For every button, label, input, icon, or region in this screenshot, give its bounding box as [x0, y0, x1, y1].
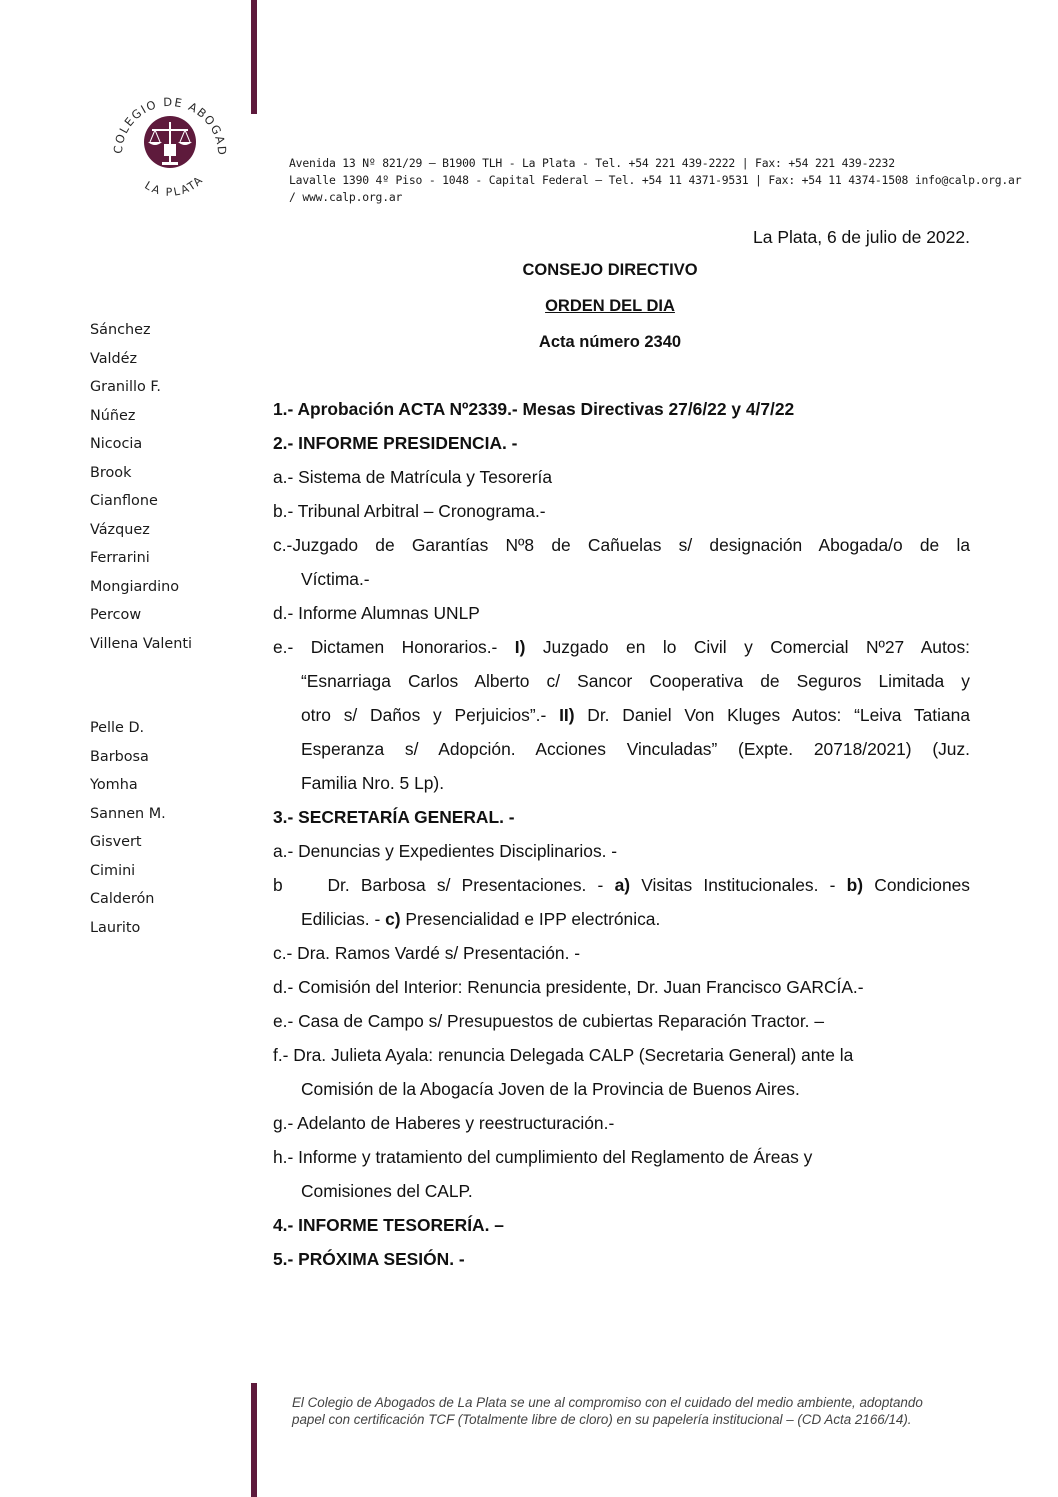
- agenda-item-2: 2.- INFORME PRESIDENCIA. -: [273, 433, 518, 453]
- document-titles: [455, 260, 765, 368]
- logo-graphic: [100, 82, 240, 212]
- member-name: Ferrarini: [90, 550, 150, 566]
- council-members-sidebar: [90, 320, 240, 946]
- member-name: Granillo F.: [90, 379, 161, 395]
- footer-line-2: papel con certificación TCF (Totalmente libre de cloro) en su papelería institucional – (CD Acta 2166/14).: [292, 1412, 912, 1427]
- agenda-item-2b: b.- Tribunal Arbitral – Cronograma.-: [273, 501, 546, 521]
- agenda-roman-numeral: II): [559, 705, 575, 725]
- logo-ring-top-text: COLEGIO DE ABOGAD: [110, 94, 230, 157]
- address-line-la-plata: Avenida 13 Nº 821/29 – B1900 TLH - La Plata - Tel. +54 221 439-2222 | Fax: +54 221 439-2232: [289, 156, 895, 170]
- sidebar-spacer: [90, 662, 240, 718]
- agenda-text: otro s/ Daños y Perjuicios”.-: [301, 705, 547, 725]
- title-orden-del-dia: ORDEN DEL DIA: [545, 297, 675, 315]
- agenda-item-3h: h.- Informe y tratamiento del cumplimiento del Reglamento de Áreas y: [273, 1147, 813, 1167]
- agenda-item-3d: d.- Comisión del Interior: Renuncia presidente, Dr. Juan Francisco GARCÍA.-: [273, 977, 864, 997]
- member-name: Percow: [90, 607, 142, 623]
- address-line-capital: Lavalle 1390 4º Piso - 1048 - Capital Federal – Tel. +54 11 4371-9531 | Fax: +54 11 4374-1508 info@calp.org.ar: [289, 173, 1022, 187]
- agenda-text: Edilicias. -: [301, 909, 381, 929]
- member-name: Vázquez: [90, 521, 150, 538]
- member-name: Sannen M.: [90, 805, 166, 822]
- member-name: Sánchez: [90, 322, 151, 338]
- agenda-item-3b: [273, 868, 970, 902]
- member-name: Núñez: [90, 407, 136, 424]
- agenda-letter: a): [614, 875, 631, 895]
- agenda-text: Juzgado en lo Civil y Comercial Nº27 Autos:: [542, 637, 970, 657]
- member-name: Villena Valenti: [90, 635, 193, 652]
- logo-ring-bottom-text: LA PLATA: [142, 172, 207, 199]
- agenda-roman-numeral: I): [514, 637, 526, 657]
- agenda-item-3f: f.- Dra. Julieta Ayala: renuncia Delegada CALP (Secretaria General) ante la: [273, 1045, 854, 1065]
- agenda-item-2e-cont: [273, 698, 970, 732]
- title-consejo-directivo: CONSEJO DIRECTIVO: [522, 261, 698, 279]
- agenda-item-3a: a.- Denuncias y Expedientes Disciplinarios. -: [273, 841, 618, 861]
- environmental-footer: [292, 1394, 982, 1428]
- agenda-letter: b): [846, 875, 864, 895]
- agenda-text: Visitas Institucionales. -: [641, 875, 836, 895]
- header-accent-bar: [251, 0, 257, 114]
- member-name: Pelle D.: [90, 720, 145, 736]
- agenda-item-2d: d.- Informe Alumnas UNLP: [273, 603, 480, 623]
- agenda-letter: c): [385, 909, 401, 929]
- agenda-item-4: 4.- INFORME TESORERÍA. –: [273, 1215, 504, 1235]
- agenda-item-3h-cont: Comisiones del CALP.: [301, 1181, 473, 1201]
- agenda-item-2c-cont: Víctima.-: [301, 569, 370, 589]
- agenda-item-3f-cont: Comisión de la Abogacía Joven de la Provincia de Buenos Aires.: [301, 1079, 800, 1099]
- scales-of-justice-icon: [144, 116, 196, 168]
- agenda-text: e.- Dictamen Honorarios.-: [273, 637, 498, 657]
- agenda-item-3e: e.- Casa de Campo s/ Presupuestos de cubiertas Reparación Tractor. –: [273, 1011, 824, 1031]
- member-name: Calderón: [90, 891, 155, 907]
- agenda-item-2e-cont: Esperanza s/ Adopción. Acciones Vinculadas” (Expte. 20718/2021) (Juz.: [301, 739, 970, 759]
- agenda-item-3g: g.- Adelanto de Haberes y reestructuración.-: [273, 1113, 615, 1133]
- member-name: Cimini: [90, 862, 136, 879]
- agenda-item-2c: c.-Juzgado de Garantías Nº8 de Cañuelas s/ designación Abogada/o de la: [273, 535, 970, 555]
- footer-accent-bar: [251, 1383, 257, 1497]
- agenda-item-2e-cont: Familia Nro. 5 Lp).: [301, 773, 445, 793]
- agenda-text: Dr. Daniel Von Kluges Autos: “Leiva Tatiana: [587, 705, 970, 725]
- agenda-item-2e: [273, 630, 970, 664]
- member-name: Laurito: [90, 919, 141, 936]
- agenda-text: Condiciones: [874, 875, 970, 895]
- agenda-item-2a: a.- Sistema de Matrícula y Tesorería: [273, 467, 553, 487]
- agenda-item-3: 3.- SECRETARÍA GENERAL. -: [273, 807, 515, 827]
- member-name: Valdéz: [90, 350, 138, 367]
- agenda-list: [273, 392, 970, 1276]
- member-name: Mongiardino: [90, 578, 180, 595]
- agenda-text: b Dr. Barbosa s/ Presentaciones. -: [273, 875, 604, 895]
- member-name: Yomha: [90, 777, 138, 793]
- agenda-item-3c: c.- Dra. Ramos Vardé s/ Presentación. -: [273, 943, 581, 963]
- document-date: La Plata, 6 de julio de 2022.: [753, 227, 970, 247]
- footer-line-1: El Colegio de Abogados de La Plata se une al compromiso con el cuidado del medio ambiente, adoptando: [292, 1395, 923, 1410]
- svg-text:LA PLATA: [142, 173, 206, 199]
- website-line: / www.calp.org.ar: [289, 190, 403, 204]
- agenda-item-3b-cont: [273, 902, 970, 936]
- member-name: Cianflone: [90, 493, 158, 509]
- agenda-item-1: 1.- Aprobación ACTA Nº2339.- Mesas Directivas 27/6/22 y 4/7/22: [273, 399, 795, 419]
- member-name: Gisvert: [90, 834, 142, 850]
- calp-logo: [100, 82, 240, 212]
- agenda-text: Presencialidad e IPP electrónica.: [405, 909, 661, 929]
- member-name: Brook: [90, 464, 132, 481]
- member-name: Nicocia: [90, 436, 143, 452]
- member-name: Barbosa: [90, 748, 149, 765]
- agenda-item-2e-cont: “Esnarriaga Carlos Alberto c/ Sancor Cooperativa de Seguros Limitada y: [301, 671, 970, 691]
- title-acta-numero: Acta número 2340: [538, 333, 682, 351]
- contact-header: [289, 155, 1029, 206]
- agenda-item-5: 5.- PRÓXIMA SESIÓN. -: [273, 1249, 465, 1269]
